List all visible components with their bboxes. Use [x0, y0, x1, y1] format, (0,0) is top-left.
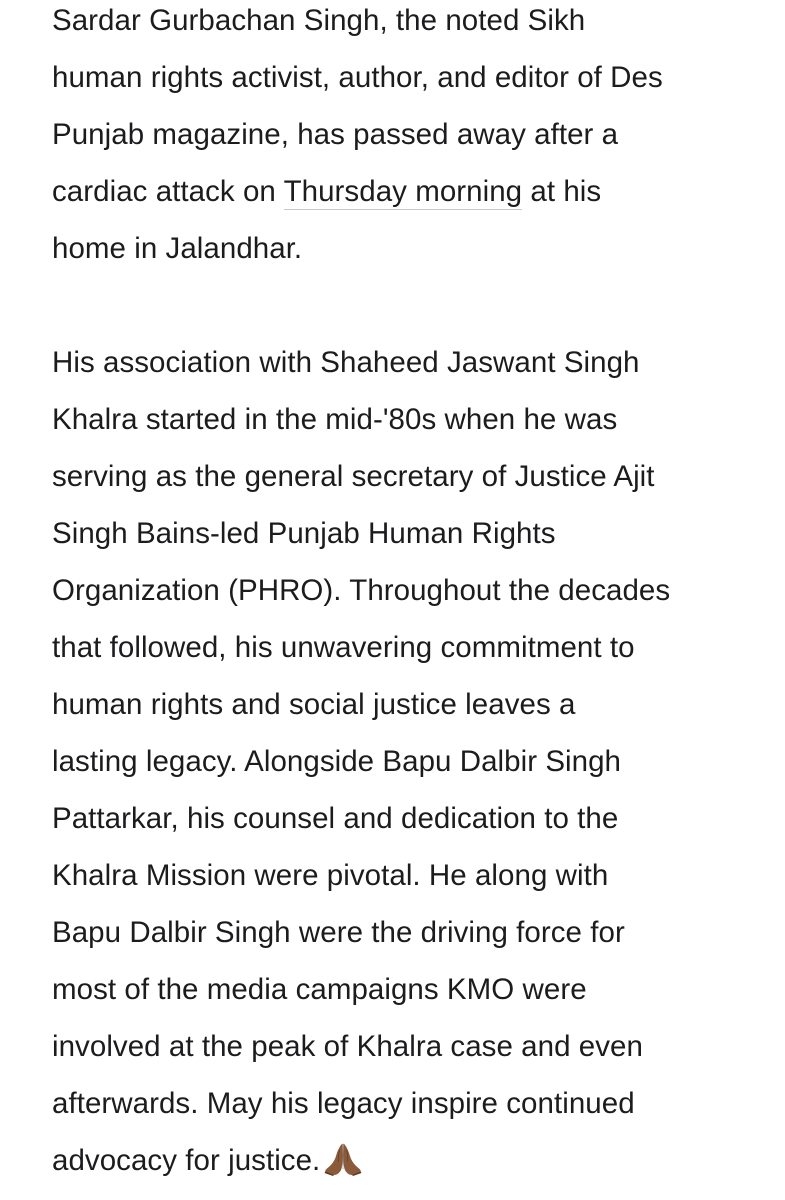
text-line	[52, 1132, 752, 1189]
text-line	[52, 163, 752, 220]
text-line: Sardar Gurbachan Singh, the noted Sikh	[52, 4, 586, 37]
paragraph-obituary-intro	[52, 0, 752, 277]
text-line: Khalra started in the mid-'80s when he was	[52, 403, 618, 436]
text-line: Khalra Mission were pivotal. He along with	[52, 859, 609, 892]
text-line: His association with Shaheed Jaswant Singh	[52, 346, 640, 379]
text-line: involved at the peak of Khalra case and even	[52, 1030, 643, 1063]
paragraph-legacy	[52, 334, 752, 1189]
detected-date-link[interactable]: Thursday morning	[283, 175, 523, 208]
text-line: Pattarkar, his counsel and dedication to the	[52, 802, 619, 835]
note-body	[52, 0, 752, 1189]
text-line: human rights activist, author, and editor of Des	[52, 61, 663, 94]
text-segment: advocacy for justice.	[52, 1144, 321, 1177]
text-line: Organization (PHRO). Throughout the decades	[52, 574, 671, 607]
text-line: that followed, his unwavering commitment to	[52, 631, 635, 664]
text-line: afterwards. May his legacy inspire continued	[52, 1087, 635, 1120]
text-line: Punjab magazine, has passed away after a	[52, 118, 619, 151]
text-line: Bapu Dalbir Singh were the driving force for	[52, 916, 625, 949]
text-segment: at his	[522, 175, 602, 208]
folded-hands-icon	[322, 1142, 364, 1176]
text-line: serving as the general secretary of Justice Ajit	[52, 460, 655, 493]
text-line: human rights and social justice leaves a	[52, 688, 576, 721]
text-line: lasting legacy. Alongside Bapu Dalbir Singh	[52, 745, 622, 778]
text-line: Singh Bains-led Punjab Human Rights	[52, 517, 556, 550]
text-line: most of the media campaigns KMO were	[52, 973, 587, 1006]
text-line: home in Jalandhar.	[52, 232, 303, 265]
text-segment: cardiac attack on	[52, 175, 284, 208]
